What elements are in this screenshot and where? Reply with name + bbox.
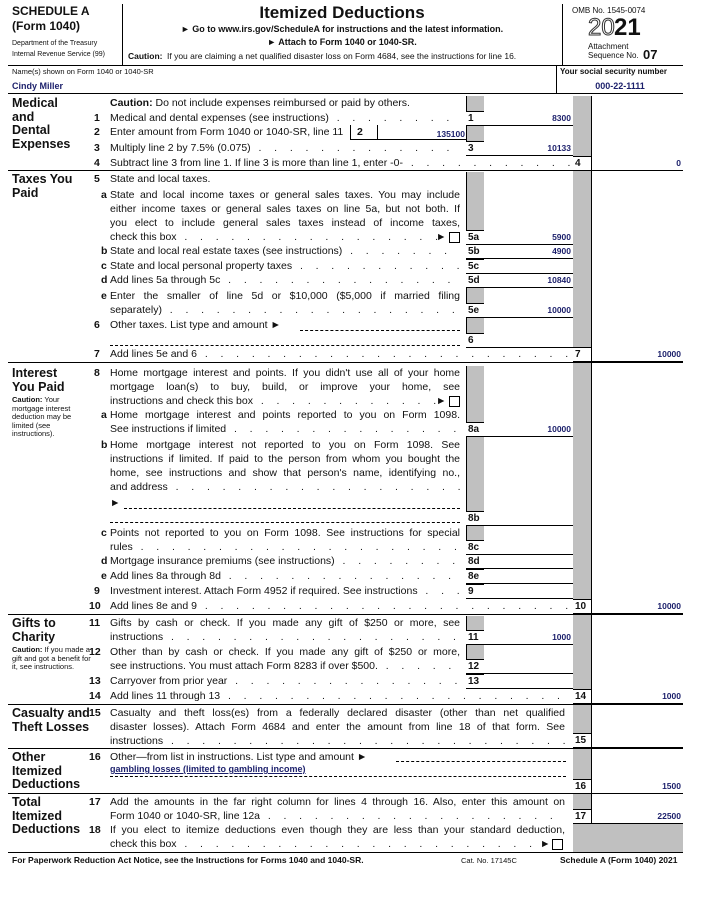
arrow-icon: ►: [540, 838, 551, 850]
section-label-casualty: Theft Losses: [12, 719, 90, 734]
irs-label: Internal Revenue Service (99): [12, 51, 105, 58]
caution-label: Caution:: [128, 51, 163, 61]
other-taxes-input-2[interactable]: [110, 345, 460, 346]
section-label-gifts: Charity: [12, 629, 56, 644]
sequence-number: 07: [643, 47, 658, 62]
checkbox-18[interactable]: [552, 839, 563, 850]
divider: [466, 317, 573, 318]
line-box-l5d: 5d: [466, 273, 484, 288]
attachment-label: Attachment: [588, 42, 629, 51]
line-text-l15: Casualty and theft loss(es) from a federally declared disaster (other than net qualified: [110, 707, 565, 719]
line-text-l17: Add the amounts in the far right column for lines 4 through 16. Also, enter this amount on: [110, 796, 565, 808]
year-light: 20: [588, 14, 615, 41]
line-text-l5: State and local taxes.: [110, 173, 211, 185]
section-label-casualty: Casualty and: [12, 706, 90, 720]
line-number-l9: 9: [94, 585, 100, 597]
line-text-l8a: See instructions if limited . .: [110, 422, 460, 436]
line-number-l8e: e: [101, 570, 107, 582]
line-amount-l16[interactable]: 1500: [662, 781, 681, 791]
arrow-icon: ►: [436, 395, 447, 407]
section-label-gifts: Gifts to: [12, 616, 56, 630]
line-text-l5c: State and local personal property taxes . .: [110, 259, 460, 273]
line-number-l5: 5: [94, 173, 100, 185]
line-number-l17: 17: [89, 796, 101, 808]
divider: [466, 125, 573, 126]
line-number-l13: 13: [89, 675, 101, 687]
sequence-label: Sequence No.: [588, 51, 639, 60]
line-text-l14: Add lines 11 through 13 . .: [110, 689, 570, 703]
line-text-l12: Other than by cash or check. If you made any gift of $250 or more,: [110, 646, 460, 658]
arrow-icon: ►: [110, 497, 121, 509]
divider: [466, 287, 573, 288]
line-amount-l5e[interactable]: 10000: [547, 305, 571, 315]
line-number-l5b: b: [101, 245, 108, 257]
form-title: Itemized Deductions: [259, 3, 425, 22]
line-amount-l17[interactable]: 22500: [657, 811, 681, 821]
line-box-l7: 7: [573, 347, 591, 362]
line-number-l8: 8: [94, 367, 100, 379]
line-number-l6: 6: [94, 319, 100, 331]
divider: [573, 793, 683, 794]
line-text-l8e: Add lines 8a through 8d . .: [110, 569, 460, 583]
divider: [562, 4, 563, 65]
divider: [8, 748, 683, 749]
checkbox-8[interactable]: [449, 396, 460, 407]
line-number-l8c: c: [101, 527, 107, 539]
seller-info-input-2[interactable]: [110, 522, 460, 523]
line-text-l5e: Enter the smaller of line 5d or $10,000 ($5,000 if married filing: [110, 290, 460, 302]
section-label-medical: Dental: [12, 123, 51, 137]
divider: [8, 362, 683, 363]
goto-instructions: ► Go to www.irs.gov/ScheduleA for instructions and the latest information.: [180, 24, 504, 34]
line-number-l8a: a: [101, 409, 107, 421]
line-box-l8a: 8a: [466, 422, 484, 437]
divider: [573, 703, 683, 704]
divider: [466, 436, 573, 437]
schedule-label: SCHEDULE A: [12, 4, 90, 18]
line-box-l8c: 8c: [466, 540, 484, 555]
catalog-number: Cat. No. 17145C: [461, 856, 517, 865]
caution-label: Caution:: [12, 395, 43, 404]
other-deductions-input[interactable]: [396, 761, 566, 762]
line-text-l15: instructions . .: [110, 734, 565, 748]
paperwork-notice: For Paperwork Reduction Act Notice, see the Instructions for Forms 1040 and 1040-SR.: [12, 855, 364, 865]
taxpayer-name[interactable]: Cindy Miller: [12, 81, 64, 91]
line-text-l4: Subtract line 3 from line 1. If line 3 is more than line 1, enter -0- . .: [110, 156, 570, 170]
line-amount-l5d[interactable]: 10840: [547, 275, 571, 285]
line-text-l18: If you elect to itemize deductions even though they are less than your standard deduction,: [110, 824, 565, 836]
dept-label: Department of the Treasury: [12, 40, 98, 47]
line-number-l8d: d: [101, 555, 108, 567]
divider: [466, 525, 573, 526]
line-number-l16: 16: [89, 751, 101, 763]
line-amount-l14[interactable]: 1000: [662, 691, 681, 701]
ssn-value[interactable]: 000-22-1111: [595, 81, 645, 91]
line-text-l8c: Points not reported to you on Form 1098. See instructions for special: [110, 527, 460, 539]
divider: [350, 125, 351, 140]
line-box-l1: 1: [466, 111, 484, 126]
line-number-l5a: a: [101, 189, 107, 201]
line-amount-l5a[interactable]: 5900: [552, 232, 571, 242]
divider: [591, 96, 592, 852]
divider: [8, 704, 683, 705]
line-text-l5a: check this box . .: [110, 230, 460, 244]
line-box-l2: 2: [357, 126, 363, 138]
section-label-taxes: Paid: [12, 185, 39, 200]
section-label-total: Deductions: [12, 822, 81, 836]
line-text-l8d: Mortgage insurance premiums (see instructions) . .: [110, 554, 460, 568]
form-label: (Form 1040): [12, 19, 81, 33]
line-box-l4: 4: [573, 156, 591, 171]
line-box-l11: 11: [466, 630, 484, 645]
line-number-l14: 14: [89, 690, 101, 702]
line-number-l10: 10: [89, 600, 101, 612]
line-box-l5b: 5b: [466, 244, 484, 259]
line-amount-l11[interactable]: 1000: [552, 632, 571, 642]
line-text-l5a: State and local income taxes or general sales taxes. You may include: [110, 189, 460, 201]
other-deductions-input-2[interactable]: [110, 776, 566, 777]
section-label-interest: Interest: [12, 366, 58, 380]
line-number-l5e: e: [101, 290, 107, 302]
line-box-l3: 3: [466, 141, 484, 156]
line-box-l16: 16: [573, 779, 591, 794]
line-text-l5a: either income taxes or general sales taxes on line 5a, but not both. If: [110, 203, 460, 215]
name-label: Name(s) shown on Form 1040 or 1040-SR: [12, 67, 154, 76]
line-box-l8d: 8d: [466, 554, 484, 569]
line-box-l5e: 5e: [466, 303, 484, 318]
omb-number: OMB No. 1545-0074: [572, 6, 646, 15]
line-number-l5c: c: [101, 260, 107, 272]
medical-caution: Caution: Do not include expenses reimbursed or paid by others.: [110, 97, 410, 109]
line-text-l3: Multiply line 2 by 7.5% (0.075) . .: [110, 141, 460, 155]
line-box-l10: 10: [573, 599, 591, 614]
arrow-icon: ►: [436, 231, 447, 243]
other-deductions-entry[interactable]: gambling losses (limited to gambling income): [110, 764, 306, 774]
line-amount-l3[interactable]: 10133: [547, 143, 571, 153]
divider: [8, 65, 683, 66]
section-label-other: Deductions: [12, 777, 81, 791]
section-label-other: Other: [12, 750, 46, 764]
line-box-l6: 6: [466, 333, 484, 348]
caution-text: Your mortgage interest deduction may be limited (see instructions).: [12, 395, 72, 438]
line-amount-l4[interactable]: 0: [676, 158, 681, 168]
line-text-l11: instructions . .: [110, 630, 460, 644]
shaded-area: [573, 823, 683, 852]
line-box-l12: 12: [466, 659, 484, 674]
line-text-l17: Form 1040 or 1040-SR, line 12a . .: [110, 809, 565, 823]
line-number-l4: 4: [94, 157, 100, 169]
line-text-l5b: State and local real estate taxes (see instructions) . .: [110, 244, 460, 258]
checkbox-5a[interactable]: [449, 232, 460, 243]
section-label-medical: Medical: [12, 96, 58, 110]
line-box-l5c: 5c: [466, 259, 484, 274]
line-amount-l10[interactable]: 10000: [657, 601, 681, 611]
line-box-l14: 14: [573, 689, 591, 704]
year-bold: 21: [614, 14, 641, 41]
line-number-l15: 15: [89, 707, 101, 719]
section-caution-interest: [12, 396, 92, 439]
divider: [8, 93, 683, 94]
line-text-l9: Investment interest. Attach Form 4952 if required. See instructions . .: [110, 584, 460, 598]
line-text-l16: Other—from list in instructions. List type and amount ►: [110, 751, 368, 763]
line-amount-l8a[interactable]: 10000: [547, 424, 571, 434]
line-text-l5a: you elect to include general sales taxes instead of income taxes,: [110, 217, 460, 229]
line-text-l2: Enter amount from Form 1040 or 1040-SR, line 11: [110, 126, 344, 138]
line-text-l8: mortgage loan(s) to buy, build, or improve your home, see: [110, 381, 460, 393]
line-number-l12: 12: [89, 646, 101, 658]
line-text-l8: Home mortgage interest and points. If you didn't use all of your home: [110, 367, 460, 379]
form-footer-name: Schedule A (Form 1040) 2021: [560, 855, 678, 865]
line-amount-l5b[interactable]: 4900: [552, 246, 571, 256]
line-number-l1: 1: [94, 112, 100, 124]
caution-label: Caution:: [12, 645, 43, 654]
divider: [556, 65, 557, 94]
caution-text: If you made a gift and got a benefit for it, see instructions.: [12, 645, 91, 671]
line-box-l17: 17: [573, 809, 591, 824]
line-box-l9: 9: [466, 584, 484, 599]
section-label-interest: You Paid: [12, 379, 65, 394]
section-label-total: Total: [12, 795, 41, 809]
line-box-l5a: 5a: [466, 230, 484, 245]
divider: [466, 644, 573, 645]
line-number-l2: 2: [94, 126, 100, 138]
line-number-l11: 11: [89, 617, 101, 629]
ssn-label: Your social security number: [560, 67, 667, 76]
line-text-l8c: rules . .: [110, 540, 460, 554]
line-text-l7: Add lines 5e and 6 . .: [110, 347, 570, 361]
line-box-l13: 13: [466, 674, 484, 689]
section-label-taxes: Taxes You: [12, 172, 73, 186]
line-text-l5d: Add lines 5a through 5c . .: [110, 273, 460, 287]
divider: [377, 125, 378, 140]
divider: [8, 614, 683, 615]
line-text-l8b: home, see instructions and show that person's name, identifying no.,: [110, 467, 460, 479]
section-label-total: Itemized: [12, 808, 63, 823]
line-text-l8b: instructions if limited. If paid to the person from whom you bought the: [110, 453, 460, 465]
line-text-l15: disaster losses). Attach Form 4684 and enter the amount from line 18 of that form. See: [110, 721, 565, 733]
line-text-l5e: separately) . .: [110, 303, 460, 317]
line-text-l12: see instructions. You must attach Form 8283 if over $500. . .: [110, 659, 460, 673]
line-box-l8e: 8e: [466, 569, 484, 584]
other-taxes-input[interactable]: [300, 330, 460, 331]
divider: [573, 170, 683, 171]
line-amount-l1[interactable]: 8300: [552, 113, 571, 123]
line-box-l15: 15: [573, 733, 591, 748]
divider: [573, 361, 683, 362]
line-number-l8b: b: [101, 439, 108, 451]
section-label-other: Itemized: [12, 763, 63, 778]
section-caution-gifts: [12, 646, 92, 672]
caution-text: If you are claiming a net qualified disaster loss on Form 4684, see the instructions for line 16.: [167, 51, 517, 61]
line-text-l13: Carryover from prior year . .: [110, 674, 460, 688]
divider: [8, 852, 683, 853]
line-number-l7: 7: [94, 348, 100, 360]
line-text-l10: Add lines 8e and 9 . .: [110, 599, 570, 613]
line-text-l8: instructions and check this box . .: [110, 394, 440, 408]
line-text-l1: Medical and dental expenses (see instructions) . .: [110, 111, 460, 125]
line-text-l6: Other taxes. List type and amount ►: [110, 319, 281, 331]
line-text-l8a: Home mortgage interest and points reported to you on Form 1098.: [110, 409, 460, 421]
line-text-l8b: and address . .: [110, 480, 460, 494]
attach-instructions: ► Attach to Form 1040 or 1040-SR.: [267, 37, 417, 47]
line-number-l5d: d: [101, 274, 108, 286]
section-label-medical: and: [12, 109, 35, 124]
line-number-l3: 3: [94, 142, 100, 154]
line-amount-l7[interactable]: 10000: [657, 349, 681, 359]
line-amount-l2[interactable]: 135100: [436, 129, 465, 139]
line-text-l8b: Home mortgage interest not reported to you on Form 1098. See: [110, 439, 460, 451]
divider: [573, 823, 683, 824]
line-box-l8b: 8b: [466, 511, 484, 526]
line-text-l18: check this box . .: [110, 837, 540, 851]
divider: [573, 747, 683, 748]
line-text-l11: Gifts by cash or check. If you made any gift of $250 or more, see: [110, 617, 460, 629]
divider: [573, 613, 683, 614]
line-number-l18: 18: [89, 824, 101, 836]
section-label-medical: Expenses: [12, 136, 71, 151]
seller-info-input[interactable]: [124, 508, 460, 509]
